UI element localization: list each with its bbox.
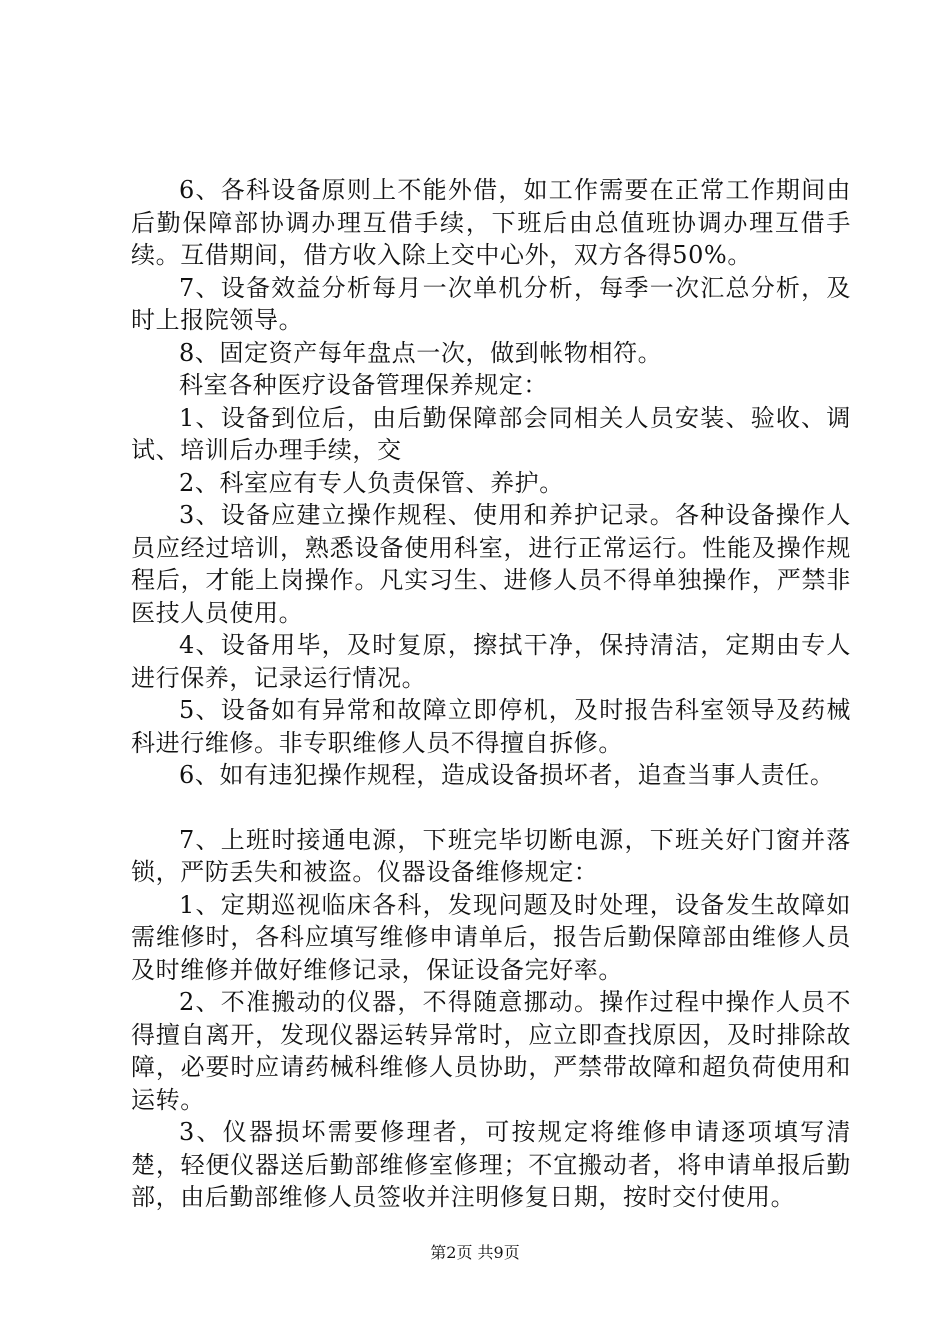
paragraph-item-7-benefit-analysis: 7、设备效益分析每月一次单机分析，每季一次汇总分析，及时上报院领导。 <box>131 273 851 334</box>
document-body <box>131 174 851 1214</box>
paragraph-item-1-installation: 1、设备到位后，由后勤保障部会同相关人员安装、验收、调试、培训后办理手续，交 <box>131 403 851 464</box>
page-number-footer: 第2页 共9页 <box>430 1243 520 1262</box>
paragraph-repair-item-3: 3、仪器损坏需要修理者，可按规定将维修申请逐项填写清楚，轻便仪器送后勤部维修室修理；不宜搬动者，将申请单报后勤部，由后勤部维修人员签收并注明修复日期，按时交付使用。 <box>131 1118 851 1211</box>
paragraph-item-7-power-and-repair-heading: 7、上班时接通电源，下班完毕切断电源，下班关好门窗并落锁，严防丢失和被盗。仪器设备维修规定： <box>131 825 851 886</box>
paragraph-item-3-operation-rules: 3、设备应建立操作规程、使用和养护记录。各种设备操作人员应经过培训，熟悉设备使用科室，进行正常运行。性能及操作规程后，才能上岗操作。凡实习生、进修人员不得单独操作，严禁非医技人员使用。 <box>131 501 851 627</box>
paragraph-item-6-violation: 6、如有违犯操作规程，造成设备损坏者，追查当事人责任。 <box>179 761 835 789</box>
blank-line <box>131 792 851 824</box>
paragraph-item-4-cleaning: 4、设备用毕，及时复原，擦拭干净，保持清洁，定期由专人进行保养，记录运行情况。 <box>131 631 851 692</box>
paragraph-item-5-fault-handling: 5、设备如有异常和故障立即停机，及时报告科室领导及药械科进行维修。非专职维修人员不得擅自拆修。 <box>131 696 851 757</box>
paragraph-item-8-asset-inventory: 8、固定资产每年盘点一次，做到帐物相符。 <box>179 338 663 367</box>
paragraph-item-6-lending: 6、各科设备原则上不能外借，如工作需要在正常工作期间由后勤保障部协调办理互借手续，下班后由总值班协调办理互借手续。互借期间，借方收入除上交中心外，双方各得50%。 <box>131 176 851 269</box>
section-heading-maintenance: 科室各种医疗设备管理保养规定： <box>179 371 548 399</box>
paragraph-item-2-custody: 2、科室应有专人负责保管、养护。 <box>179 468 564 497</box>
paragraph-repair-item-1: 1、定期巡视临床各科，发现问题及时处理，设备发生故障如需维修时，各科应填写维修申请单后，报告后勤保障部由维修人员及时维修并做好维修记录，保证设备完好率。 <box>131 890 851 984</box>
paragraph-repair-item-2: 2、不准搬动的仪器，不得随意挪动。操作过程中操作人员不得擅自离开，发现仪器运转异常时，应立即查找原因，及时排除故障，必要时应请药械科维修人员协助，严禁带故障和超负荷使用和运转。 <box>131 988 851 1114</box>
